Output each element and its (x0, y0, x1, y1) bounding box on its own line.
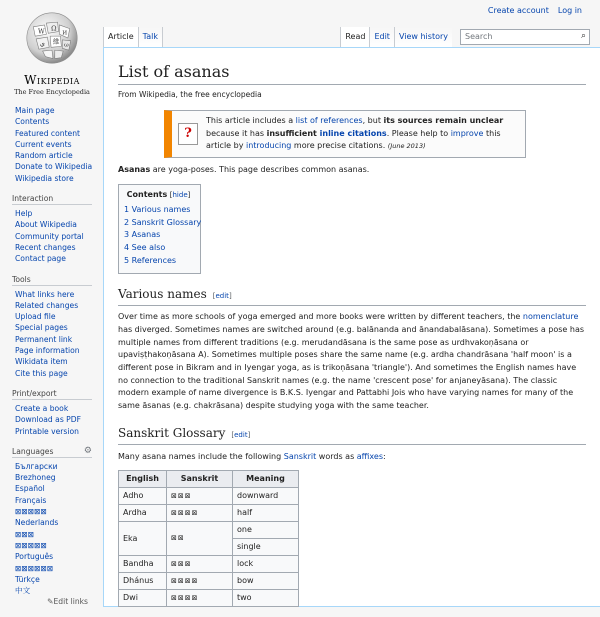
cell-sanskrit: ⊠⊠⊠⊠ (167, 589, 233, 606)
section-heading-various-names (118, 286, 586, 306)
column-header-meaning: Meaning (233, 470, 299, 487)
cell-english: Dhánus (119, 572, 167, 589)
paragraph-text: Many asana names include the following (118, 451, 284, 461)
cell-english: Adho (119, 487, 167, 504)
inline-citations-link[interactable]: inline citations (319, 128, 387, 138)
sanskrit-link[interactable]: Sanskrit (283, 451, 317, 461)
edit-links[interactable] (47, 597, 88, 606)
notice-text-part: this article by (206, 128, 501, 150)
languages-heading-label: Languages (12, 446, 54, 456)
question-mark-icon: ? (178, 123, 198, 145)
table-of-contents (118, 184, 201, 274)
intro-bold: Asanas (118, 164, 151, 174)
sidebar-heading-tools: Tools (12, 274, 92, 286)
edit-links-label: Edit links (53, 597, 88, 607)
cell-english: Ardha (119, 504, 167, 521)
sidebar-item-current-events[interactable]: Current events (15, 139, 72, 149)
tab-view-history[interactable]: View history (394, 27, 452, 47)
notice-text-part: more precise citations. (291, 141, 388, 150)
sidebar-item-community-portal[interactable]: Community portal (15, 231, 84, 241)
page-title: List of asanas (118, 62, 586, 85)
paragraph-text: : (383, 451, 386, 461)
sidebar-item-random-article[interactable]: Random article (15, 151, 73, 161)
svg-text:ي: ي (39, 39, 45, 48)
introducing-link[interactable]: introducing (246, 141, 292, 150)
affixes-link[interactable]: affixes (356, 451, 383, 461)
sidebar-navigation (0, 105, 102, 184)
sidebar-tools (0, 274, 102, 379)
sidebar-print-export (0, 388, 102, 437)
personal-tools (488, 6, 582, 15)
sidebar-item-store[interactable]: Wikipedia store (15, 173, 74, 183)
sidebar-item-contact-page[interactable]: Contact page (15, 254, 66, 264)
sidebar-languages (0, 446, 102, 608)
toc-item[interactable]: 5 References (124, 255, 177, 265)
edit-section-link[interactable]: [edit] (212, 292, 232, 301)
notice-text-part: , but (362, 116, 384, 125)
notice-text-part: This article includes a (206, 116, 296, 125)
column-header-sanskrit: Sanskrit (167, 470, 233, 487)
language-link[interactable]: Español (15, 484, 45, 494)
notice-text-part: . Please help to (386, 128, 451, 138)
table-row (119, 572, 299, 589)
notice-bold-part: insufficient (266, 128, 320, 138)
toc-title (124, 190, 193, 199)
sidebar-item-wikidata-item[interactable]: Wikidata item (15, 357, 68, 367)
notice-text (206, 115, 519, 153)
language-link[interactable]: Türkçe (15, 574, 40, 584)
paragraph-text: has diverged. Sometimes names are switched around (e.g. balānanda and ānandabalāsana). Sometimes a pose has multiple names from different traditions (e.g. merudandāsana is the same pose as urdhvakoṇāsana or upaviṣṭhakoṇāsana A). Sometimes multiple poses share the same name (e.g. ardha chandrāsana 'half moon' is a different pose in Bikram and in Iyengar yoga, as is trikoṇāsana 'triangle'). And sometimes the English names have no connection to the traditional Sanskrit names (e.g. the name 'crescent pose' for anjaneyāsana). The classic modern example of name divergence is B.K.S. Iyengar and Pattabhi Jois who have varying names for many of the same āsanas (e.g. chakrāsana) despite studying yoga with the same teacher. (118, 324, 585, 411)
intro-text: are yoga-poses. This page describes common asanas. (150, 164, 370, 174)
cell-meaning: one (233, 521, 299, 538)
cell-sanskrit: ⊠⊠⊠⊠ (167, 572, 233, 589)
cell-meaning: two (233, 589, 299, 606)
language-link[interactable]: Português (15, 552, 54, 562)
cell-meaning: single (233, 538, 299, 555)
language-link[interactable]: ⊠⊠⊠ (15, 529, 35, 539)
sidebar-item-permanent-link[interactable]: Permanent link (15, 334, 73, 344)
refimprove-notice (164, 110, 526, 158)
language-link[interactable]: Brezhoneg (15, 473, 56, 483)
toc-item[interactable]: 4 See also (124, 242, 166, 252)
language-link[interactable]: Français (15, 495, 47, 505)
notice-text-part: because it has (206, 128, 267, 138)
sidebar-item-printable-version[interactable]: Printable version (15, 426, 79, 436)
sidebar-item-donate[interactable]: Donate to Wikipedia (15, 162, 93, 172)
tab-talk[interactable]: Talk (138, 27, 163, 47)
table-row (119, 589, 299, 606)
language-link[interactable]: ⊠⊠⊠⊠⊠⊠ (15, 563, 54, 573)
tab-article[interactable]: Article (103, 27, 138, 47)
nomenclature-link[interactable]: nomenclature (522, 312, 579, 322)
paragraph-text: Over time as more schools of yoga emerged and more books were written by different teachers, the (118, 312, 523, 322)
sidebar-item-featured-content[interactable]: Featured content (15, 128, 81, 138)
sidebar-item-special-pages[interactable]: Special pages (15, 323, 68, 333)
sidebar-item-upload-file[interactable]: Upload file (15, 312, 56, 322)
cell-meaning: bow (233, 572, 299, 589)
sidebar-item-contents[interactable]: Contents (15, 117, 50, 127)
create-account-link[interactable]: Create account (487, 6, 549, 15)
table-header-row (119, 470, 299, 487)
table-row (119, 555, 299, 572)
toc-item[interactable]: 1 Various names (124, 205, 191, 215)
glossary-paragraph (118, 451, 586, 464)
sidebar-heading-print-export: Print/export (12, 388, 92, 400)
cell-english: Dwi (119, 589, 167, 606)
section-title: Various names (118, 287, 207, 302)
toc-heading: Contents (126, 190, 168, 200)
edit-section-link[interactable]: [edit] (231, 430, 251, 439)
edit-link[interactable]: edit (215, 292, 229, 301)
column-header-english: English (119, 470, 167, 487)
cell-sanskrit: ⊠⊠⊠ (167, 487, 233, 504)
gear-icon[interactable]: ⚙ (83, 445, 92, 456)
cell-english: Bandha (119, 555, 167, 572)
notice-bold: its sources remain unclear (383, 116, 504, 125)
wikipedia-wordmark: Wikipedia (24, 73, 80, 87)
notice-bold (267, 129, 387, 138)
cell-sanskrit: ⊠⊠⊠⊠ (167, 504, 233, 521)
improve-link[interactable]: improve (450, 128, 484, 138)
sidebar-item-recent-changes[interactable]: Recent changes (15, 242, 76, 252)
intro-paragraph (118, 164, 586, 177)
search-input[interactable] (460, 29, 590, 45)
section-heading-sanskrit-glossary (118, 425, 586, 445)
edit-link[interactable]: edit (234, 430, 248, 439)
toc-item[interactable]: 3 Asanas (124, 230, 161, 240)
svg-text:И: И (62, 30, 68, 37)
site-subtitle: From Wikipedia, the free encyclopedia (118, 90, 262, 99)
svg-text:維: 維 (52, 37, 60, 46)
sidebar-item-help[interactable]: Help (15, 209, 33, 219)
cell-meaning: half (233, 504, 299, 521)
sidebar-item-main-page[interactable]: Main page (15, 106, 55, 115)
wikipedia-globe-icon (24, 10, 80, 66)
table-row (119, 487, 299, 504)
sanskrit-glossary-table (118, 470, 299, 607)
toc-item[interactable]: 2 Sanskrit Glossary (124, 217, 202, 227)
wikipedia-tagline: The Free Encyclopedia (14, 88, 90, 96)
sidebar-item-cite-this-page[interactable]: Cite this page (15, 368, 68, 378)
section-title: Sanskrit Glossary (118, 425, 226, 440)
cell-meaning: downward (233, 487, 299, 504)
language-link[interactable]: Български (15, 461, 58, 471)
sidebar-heading-interaction: Interaction (12, 193, 92, 205)
sidebar-item-what-links-here[interactable]: What links here (15, 289, 75, 299)
language-link[interactable]: 中文 (15, 586, 31, 596)
pencil-icon: ✎ (47, 597, 54, 607)
tab-read[interactable]: Read (340, 27, 369, 47)
toc-hide-link[interactable]: hide (172, 191, 188, 200)
language-link[interactable]: Nederlands (15, 518, 59, 528)
cell-english: Eka (119, 521, 167, 555)
tab-edit[interactable]: Edit (369, 27, 394, 47)
sidebar-item-related-changes[interactable]: Related changes (15, 300, 79, 310)
paragraph-text: words as (316, 451, 357, 461)
cell-meaning: lock (233, 555, 299, 572)
various-names-paragraph (118, 311, 586, 413)
table-row (119, 504, 299, 521)
sidebar-item-download-pdf[interactable]: Download as PDF (15, 415, 81, 425)
sidebar-item-page-information[interactable]: Page information (15, 346, 80, 356)
sidebar (0, 100, 102, 617)
sidebar-interaction (0, 193, 102, 264)
sidebar-heading-languages (12, 446, 92, 458)
language-link[interactable]: ⊠⊠⊠⊠⊠ (15, 540, 47, 550)
cell-sanskrit: ⊠⊠ (167, 521, 233, 555)
sidebar-item-create-book[interactable]: Create a book (15, 403, 69, 413)
svg-text:W: W (38, 27, 45, 36)
toc-hide-toggle[interactable]: [hide] (169, 191, 191, 200)
login-link[interactable]: Log in (557, 6, 582, 15)
notice-date: (June 2013) (387, 142, 426, 150)
search-icon[interactable]: ⌕ (580, 31, 586, 41)
table-row (119, 521, 299, 538)
view-tabs (340, 27, 590, 47)
cell-sanskrit: ⊠⊠⊠ (167, 555, 233, 572)
main-content (103, 47, 600, 607)
search-placeholder: Search (465, 32, 493, 41)
language-link[interactable]: ⊠⊠⊠⊠⊠ (15, 507, 47, 517)
svg-text:Ω: Ω (51, 24, 57, 33)
namespace-tabs (103, 27, 163, 47)
list-of-references-link[interactable]: list of references (295, 116, 363, 125)
wikipedia-logo[interactable] (10, 10, 94, 96)
svg-text:ω: ω (64, 42, 69, 49)
sidebar-item-about[interactable]: About Wikipedia (15, 220, 77, 230)
